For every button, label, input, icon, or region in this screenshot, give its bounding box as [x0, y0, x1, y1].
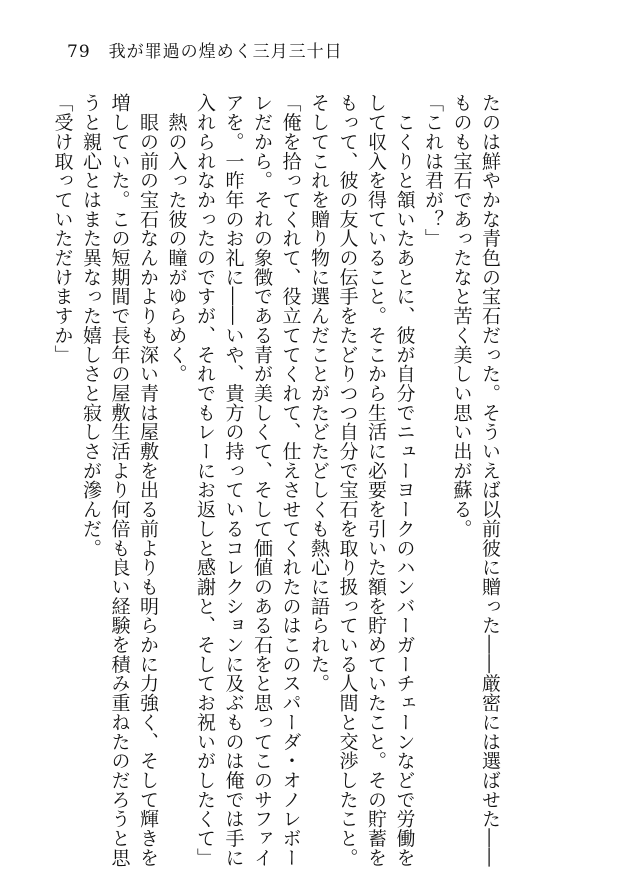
page-header — [67, 42, 343, 62]
text-column: 増していた。この短期間で長年の屋敷生活より何倍も良い経験を積み重ねたのだろうと思 — [108, 93, 131, 867]
vertical-text-body — [51, 93, 504, 867]
page-number: 79 — [67, 42, 91, 62]
text-column: こくりと頷いたあとに、彼が自分でニューヨークのハンバーガーチェーンなどで労働を — [393, 93, 416, 867]
text-column: ものも宝石であったなと苦く美しい思い出が蘇る。 — [450, 93, 473, 539]
text-column: そしてこれを贈り物に選んだことがたどたどしくも熱心に語られた。 — [308, 93, 330, 693]
text-column: 「これは君が？」 — [422, 93, 444, 248]
text-column: うと親心とはまた異なった嬉しさと寂しさが滲んだ。 — [80, 93, 102, 558]
text-column: 入れられなかったのですが、それでもレーにお返しと感謝と、そしてお祝いがしたくて」 — [194, 93, 216, 867]
text-column: アを。一昨年のお礼に――いや、貴方の持っているコレクションに及ぶものは俺では手に — [222, 93, 245, 867]
text-column: 熱の入った彼の瞳がゆらめく。 — [165, 93, 188, 384]
text-column: して収入を得ていること。そこから生活に必要を引いた額を貯めていたこと。その貯蓄を — [365, 93, 387, 867]
text-column: レだから。それの象徴である青が美しくて、そして価値のある石をと思ってこのサファイ — [251, 93, 273, 867]
text-column: 眼の前の宝石なんかよりも深い青は屋敷を出る前よりも明らかに力強く、そして輝きを — [137, 93, 159, 867]
text-column: もって、彼の友人の伝手をたどりつつ自分で宝石を取り扱っている人間と交渉したこと。 — [336, 93, 359, 867]
text-column: 「俺を拾ってくれて、役立ててくれて、仕えさせてくれたのはこのスパーダ・オノレボー — [279, 93, 302, 867]
text-column: たのは鮮やかな青色の宝石だった。そういえば以前彼に贈った――厳密には選ばせた―― — [479, 93, 501, 867]
running-title: 我が罪過の煌めく三月三十日 — [108, 42, 343, 62]
text-column: 「受け取っていただけますか」 — [51, 93, 74, 364]
